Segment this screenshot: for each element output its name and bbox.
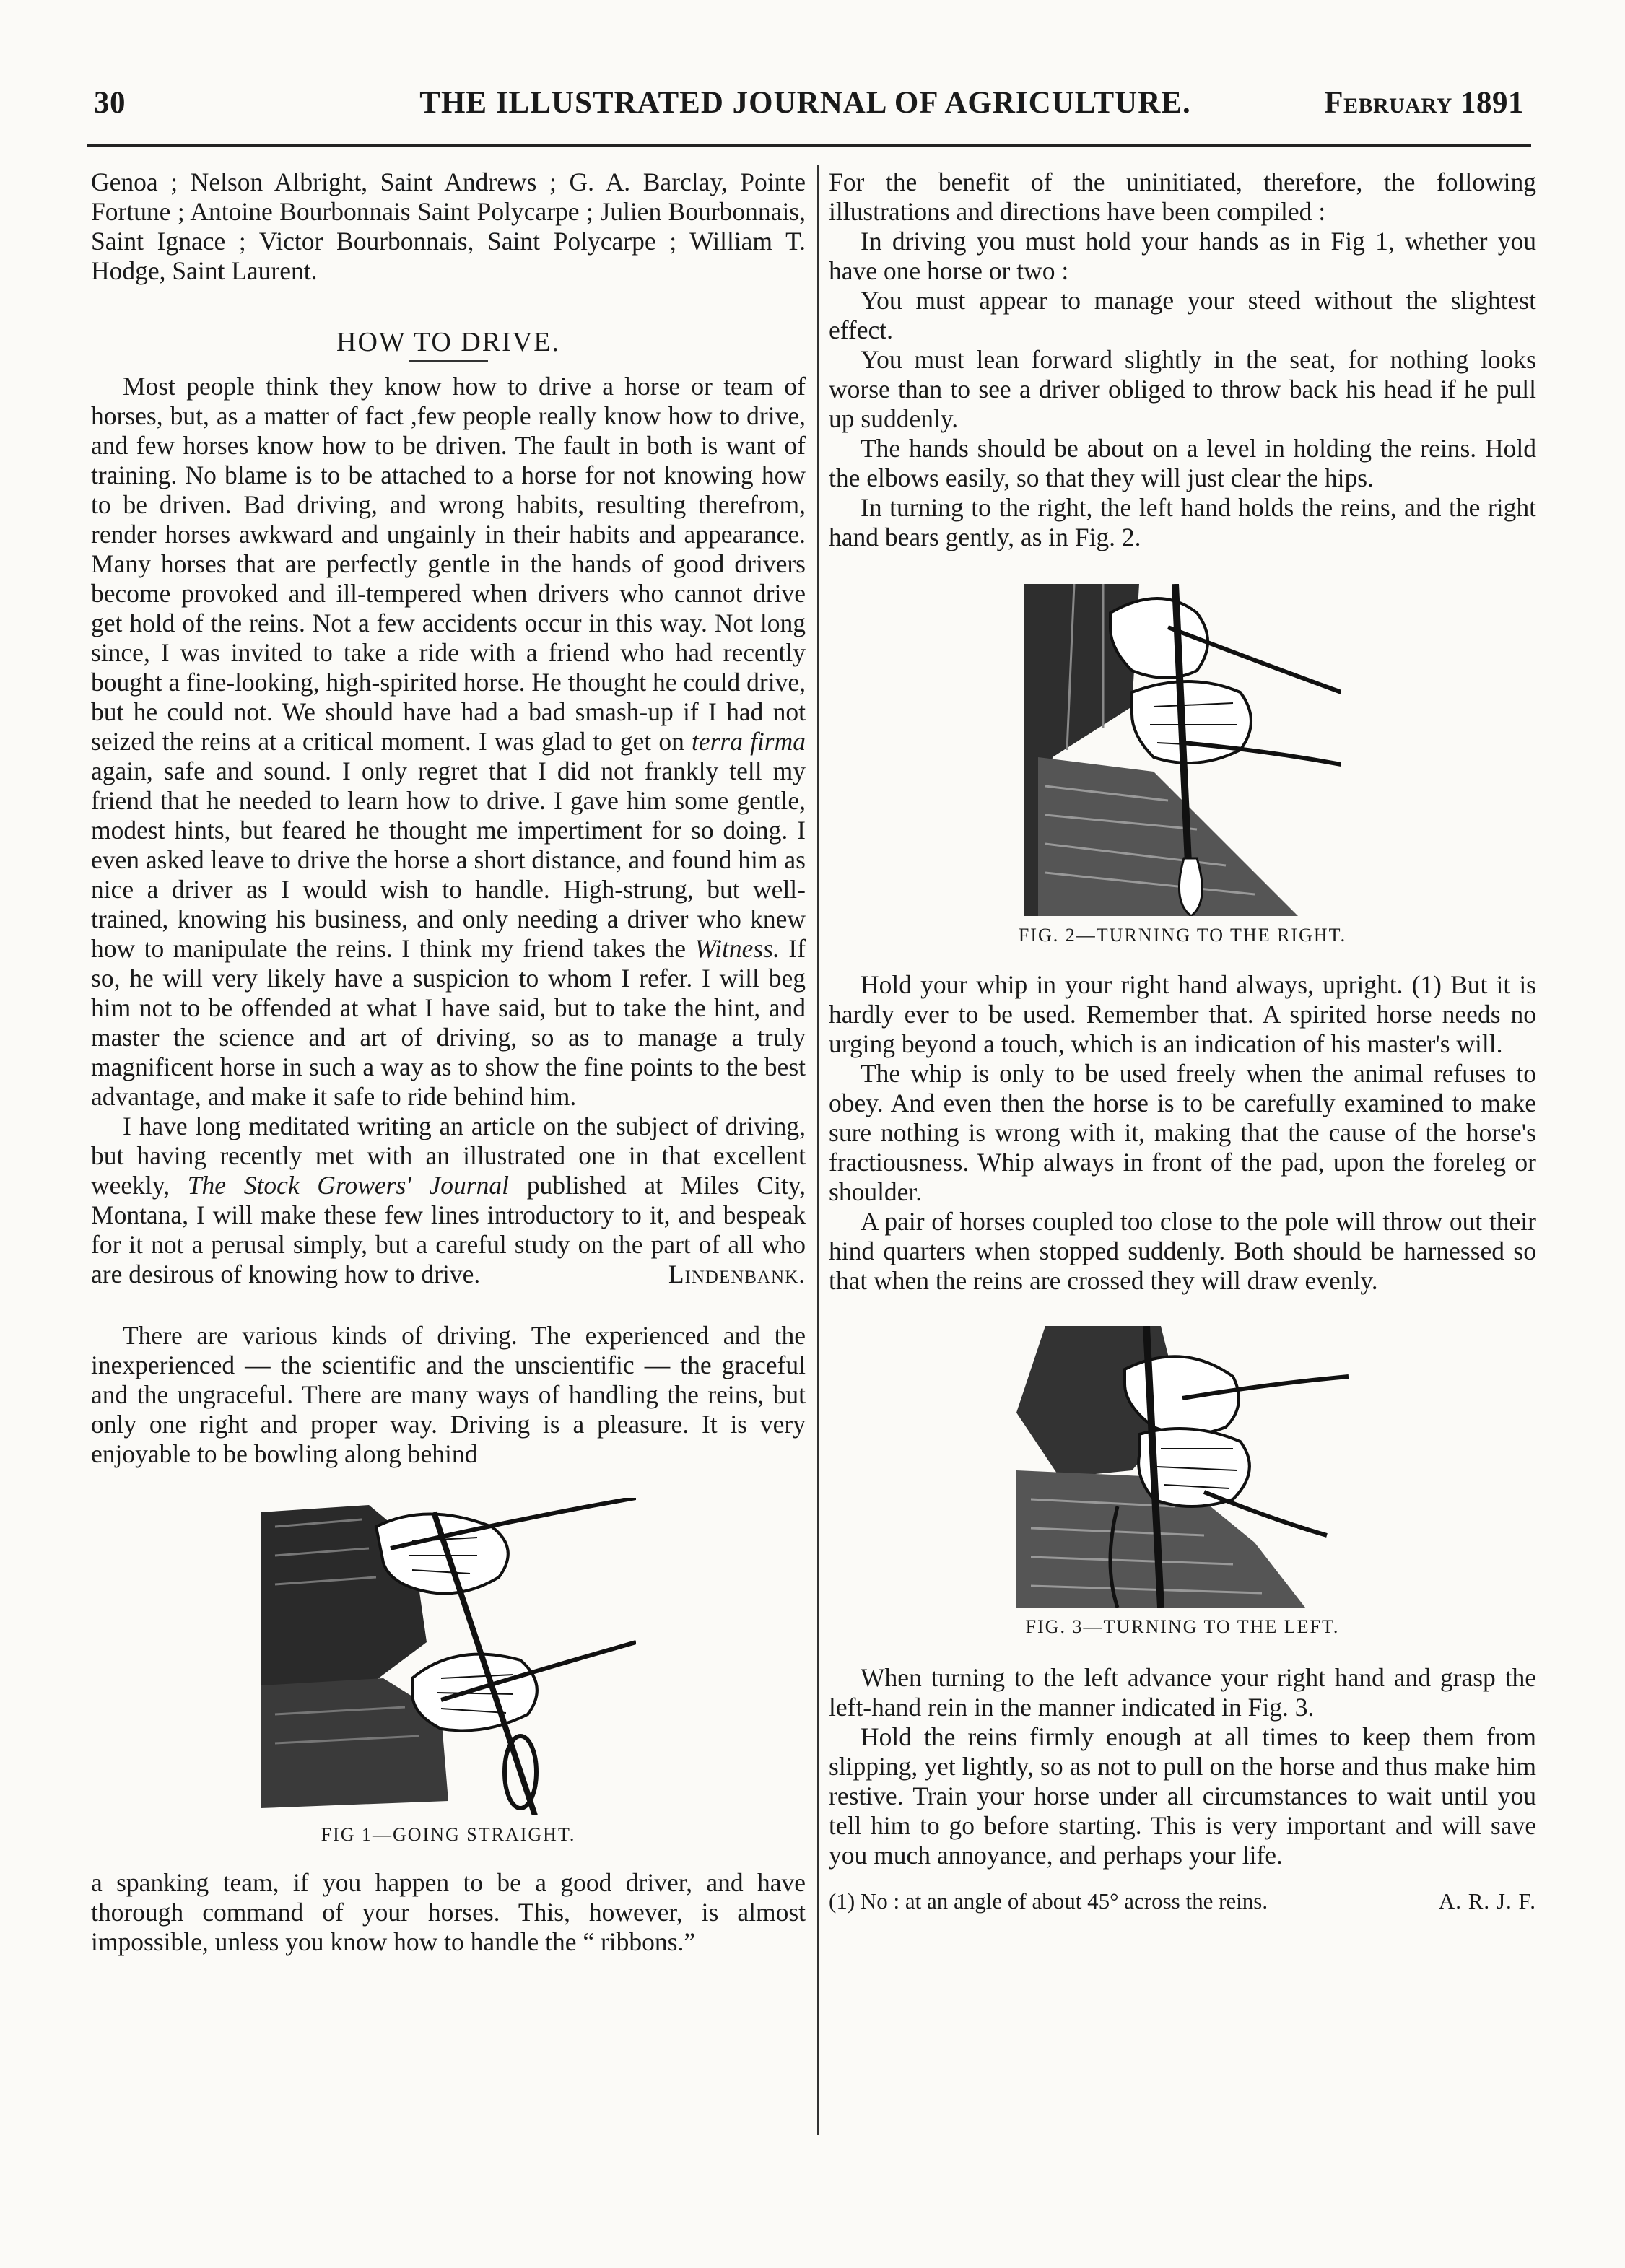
article-title: HOW TO DRIVE. [336,327,560,357]
paragraph-1: Most people think they know how to drive a horse or team of horses, but, as a matter of fact ,few people really know how to drive, and few horses know how to be driven. The fault in both is want of training. No blame is to be attached to a horse for not knowing how to be driven. Bad driving, and wrong habits, resulting therefrom, render horses awkward and ungainly in their habits and appearance. Many horses that are perfectly gentle in the hands of good drivers become provoked and ill-tempered when drivers who cannot drive get hold of the reins. Not a few accidents occur in this way. Not long since, I was invited to take a ride with a friend who had recently bought a fine-looking, high-spirited horse. He thought he could drive, but he could not. We should have had a bad smash-up if I had not seized the reins at a critical moment. I was glad to get on terra firma again, safe and sound. I only regret that I did not frankly tell my friend that he needed to learn how to drive. I gave him some gentle, modest hints, but feared he thought me impertiment for so doing. I even asked leave to drive the horse a short distance, and found him as nice a driver as I would wish to handle. High-strung, but well-trained, knowing his business, and only needing a driver who knew how to manipulate the reins. I think my friend takes the Witness. If so, he will very likely have a suspicion to whom I refer. I will beg him not to be offended at what I have said, but to take the hint, and master the science and art of driving, so as to manage a truly magnificent horse in such a way as to show the fine points to the best advantage, and make it safe to ride behind him. [91,372,806,1111]
footnote: (1) No : at an angle of about 45° across the reins. A. R. J. F. [829,1886,1536,1916]
figure-3 [829,1326,1536,1641]
column-divider [817,165,819,2135]
figure-2 [829,584,1536,950]
paragraph-r5: The hands should be about on a level in holding the reins. Hold the elbows easily, so that they will just clear the hips. [829,434,1536,492]
paragraph-4: a spanking team, if you happen to be a good driver, and have thorough command of your horses. This, however, is almost impossible, unless you know how to handle the “ ribbons.” [91,1868,806,1956]
page-number: 30 [94,86,126,120]
paragraph-r1: For the benefit of the uninitiated, therefore, the following illustrations and directions have been compiled : [829,167,1536,226]
paragraph-3: There are various kinds of driving. The experienced and the inexperienced — the scientific and the unscientific — the graceful and the ungraceful. There are many ways of handling the reins, but only one right and proper way. Driving is a pleasure. It is very enjoyable to be bowling along behind [91,1321,806,1468]
paragraph-r9: A pair of horses coupled too close to the pole will throw out their hind quarters when stopped suddenly. Both should be harnessed so that when the reins are crossed they will draw evenly. [829,1207,1536,1295]
footnote-initials: A. R. J. F. [1438,1888,1536,1914]
turning-left-illustration [1016,1326,1349,1608]
paragraph-r4: You must lean forward slightly in the seat, for nothing looks worse than to see a driver obliged to throw back his head if he pull up suddenly. [829,345,1536,433]
turning-right-illustration [1024,584,1341,916]
going-straight-illustration [261,1498,636,1815]
paragraph-r7: Hold your whip in your right hand always, upright. (1) But it is hardly ever to be used. Remember that. A spirited horse needs no urging beyond a touch, which is an indication of his master's will. [829,970,1536,1058]
journal-title: THE ILLUSTRATED JOURNAL OF AGRICULTURE. [419,86,1191,120]
right-column [829,167,1536,1916]
figure-2-caption: FIG. 2—TURNING TO THE RIGHT. [1018,925,1347,946]
figure-1-caption: FIG 1—GOING STRAIGHT. [321,1824,576,1845]
paragraph-r2: In driving you must hold your hands as in Fig 1, whether you have one horse or two : [829,227,1536,285]
left-column [91,167,806,1957]
figure-1 [91,1498,806,1849]
italic-phrase: Witness. [694,934,780,963]
italic-phrase: The Stock Growers' Journal [187,1171,509,1200]
paragraph-2: I have long meditated writing an article on the subject of driving, but having recently met with an illustrated one in that excellent weekly, The Stock Growers' Journal published at Miles City, Montana, I will make these few lines introductory to it, and bespeak for it not a perusal simply, but a careful study on the part of all who are desirous of knowing how to drive. Lindenbank. [91,1112,806,1288]
italic-phrase: terra firma [691,727,806,756]
paragraph-r6: In turning to the right, the left hand holds the reins, and the right hand bears gently, as in Fig. 2. [829,493,1536,551]
signature: Lindenbank. [668,1260,806,1288]
paragraph-r10: When turning to the left advance your right hand and grasp the left-hand rein in the manner indicated in Fig. 3. [829,1663,1536,1722]
paragraph-r11: Hold the reins firmly enough at all times to keep them from slipping, yet lightly, so as not to pull on the horse and thus make him restive. Train your horse under all circumstances to wait until you tell him to go before starting. This is very important and will save you much annoyance, and perhaps your life. [829,1722,1536,1870]
issue-date: February 1891 [1324,86,1524,120]
opening-paragraph: Genoa ; Nelson Albright, Saint Andrews ; G. A. Barclay, Pointe Fortune ; Antoine Bourbonnais Saint Polycarpe ; Julien Bourbonnais, Saint Ignace ; Victor Bourbonnais, Saint Polycarpe ; William T. Hodge, Saint Laurent. [91,167,806,285]
header-rule [87,144,1531,147]
title-rule [409,360,488,362]
paragraph-r3: You must appear to manage your steed without the slightest effect. [829,286,1536,344]
paragraph-r8: The whip is only to be used freely when the animal refuses to obey. And even then the horse is to be carefully examined to make sure nothing is wrong with it, making that the cause of the horse's fractiousness. Whip always in front of the pad, upon the foreleg or shoulder. [829,1059,1536,1206]
page-header [87,78,1524,136]
figure-3-caption: FIG. 3—TURNING TO THE LEFT. [1025,1616,1340,1637]
